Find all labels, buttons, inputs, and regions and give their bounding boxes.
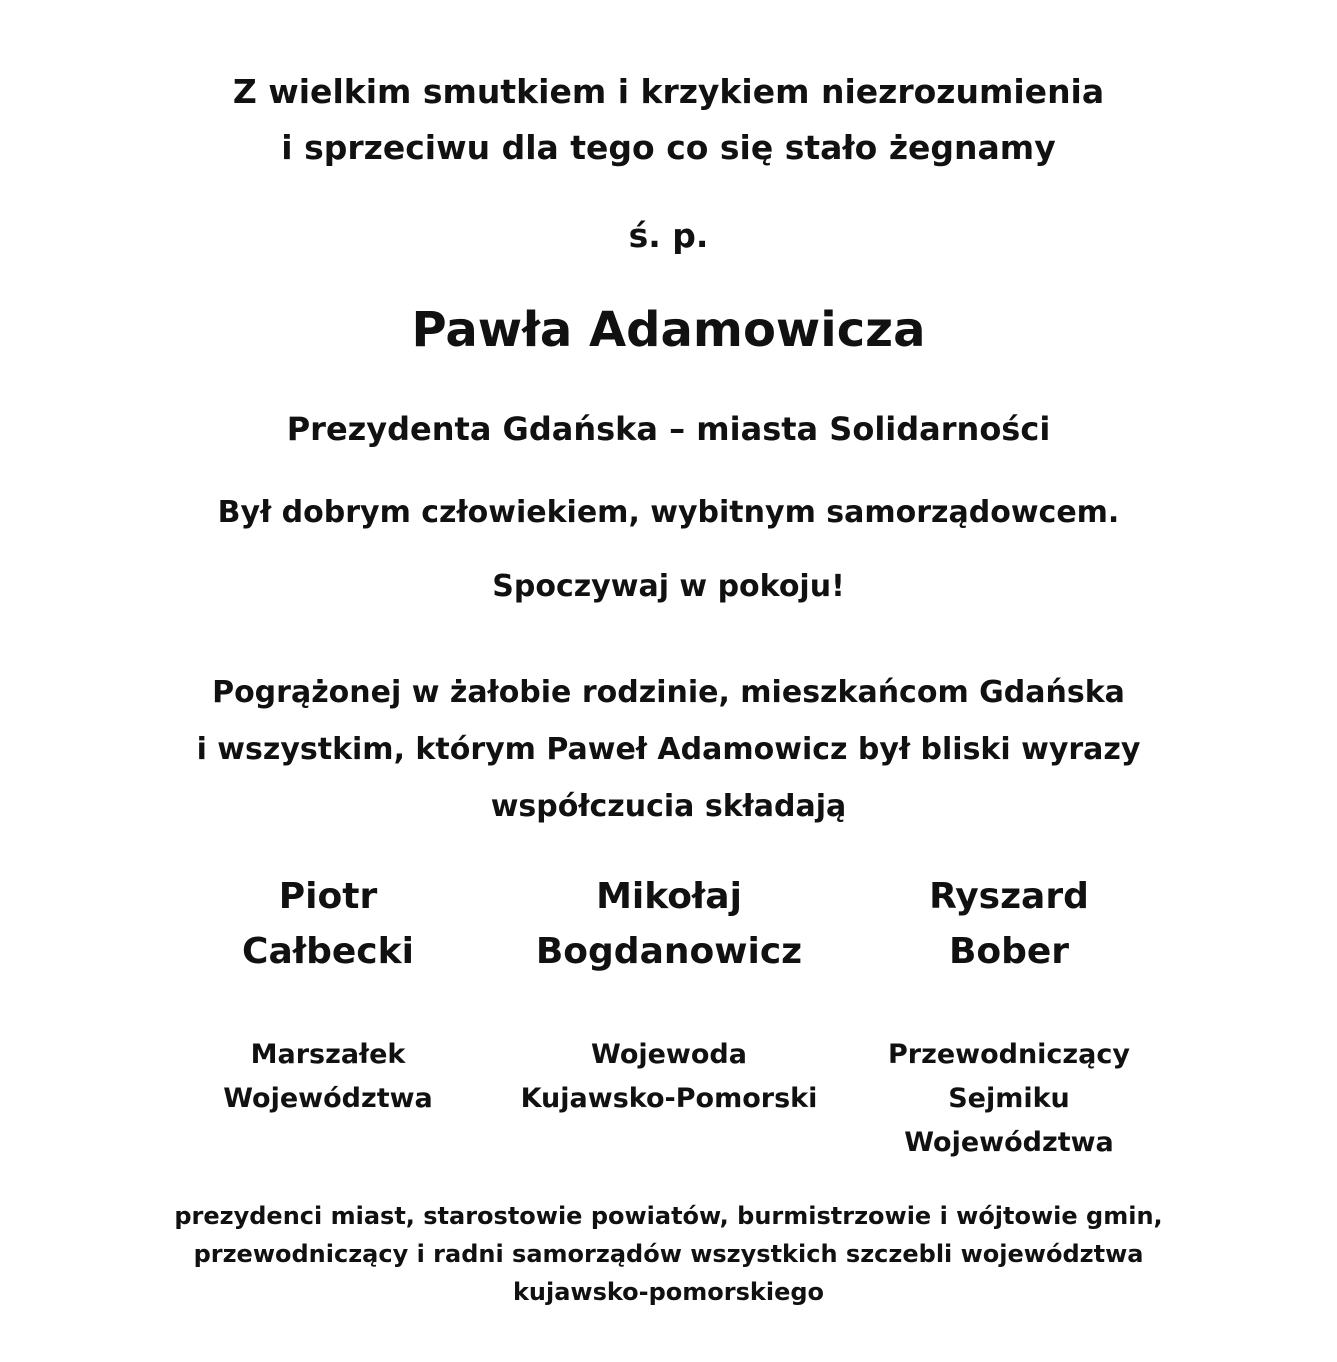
tribute-line: Był dobrym człowiekiem, wybitnym samorządowcem. [217,495,1120,530]
farewell-line: Spoczywaj w pokoju! [492,569,845,604]
signatory-first-name: Ryszard [929,876,1089,917]
footer-line-2: przewodniczący i radni samorządów wszystkich szczebli województwa [193,1240,1144,1268]
signatory-last-name: Całbecki [242,931,414,972]
intro-line-2: i sprzeciwu dla tego co się stało żegnamy [281,128,1056,167]
signatory-first-name: Mikołaj [596,876,742,917]
signatory-role-line: Wojewoda [591,1039,747,1070]
footer-line-1: prezydenci miast, starostowie powiatów, burmistrzowie i wójtowie gmin, [174,1202,1163,1230]
intro-line-1: Z wielkim smutkiem i krzykiem niezrozumienia [232,72,1105,111]
signatory-first-name: Piotr [278,876,378,917]
deceased-name: Pawła Adamowicza [411,302,926,358]
condolences-line-2: i wszystkim, którym Paweł Adamowicz był bliski wyrazy [196,732,1141,767]
signatory-role-line: Sejmiku [948,1083,1070,1114]
signatory-role-line: Przewodniczący [888,1039,1130,1070]
signatory-role-line: Kujawsko-Pomorski [520,1083,818,1114]
signatory-role-line: Marszałek [250,1039,406,1070]
deceased-title: Prezydenta Gdańska – miasta Solidarności [286,410,1051,448]
condolences-line-1: Pogrążonej w żałobie rodzinie, mieszkańcom Gdańska [212,675,1125,710]
condolences-line-3: współczucia składają [490,789,847,824]
signatory-last-name: Bogdanowicz [535,931,803,972]
signatory-last-name: Bober [948,931,1070,972]
signatory-role-line: Województwa [904,1127,1114,1158]
signatory-role-line: Województwa [223,1083,433,1114]
honorific: ś. p. [628,216,709,255]
footer-line-3: kujawsko-pomorskiego [512,1278,825,1306]
